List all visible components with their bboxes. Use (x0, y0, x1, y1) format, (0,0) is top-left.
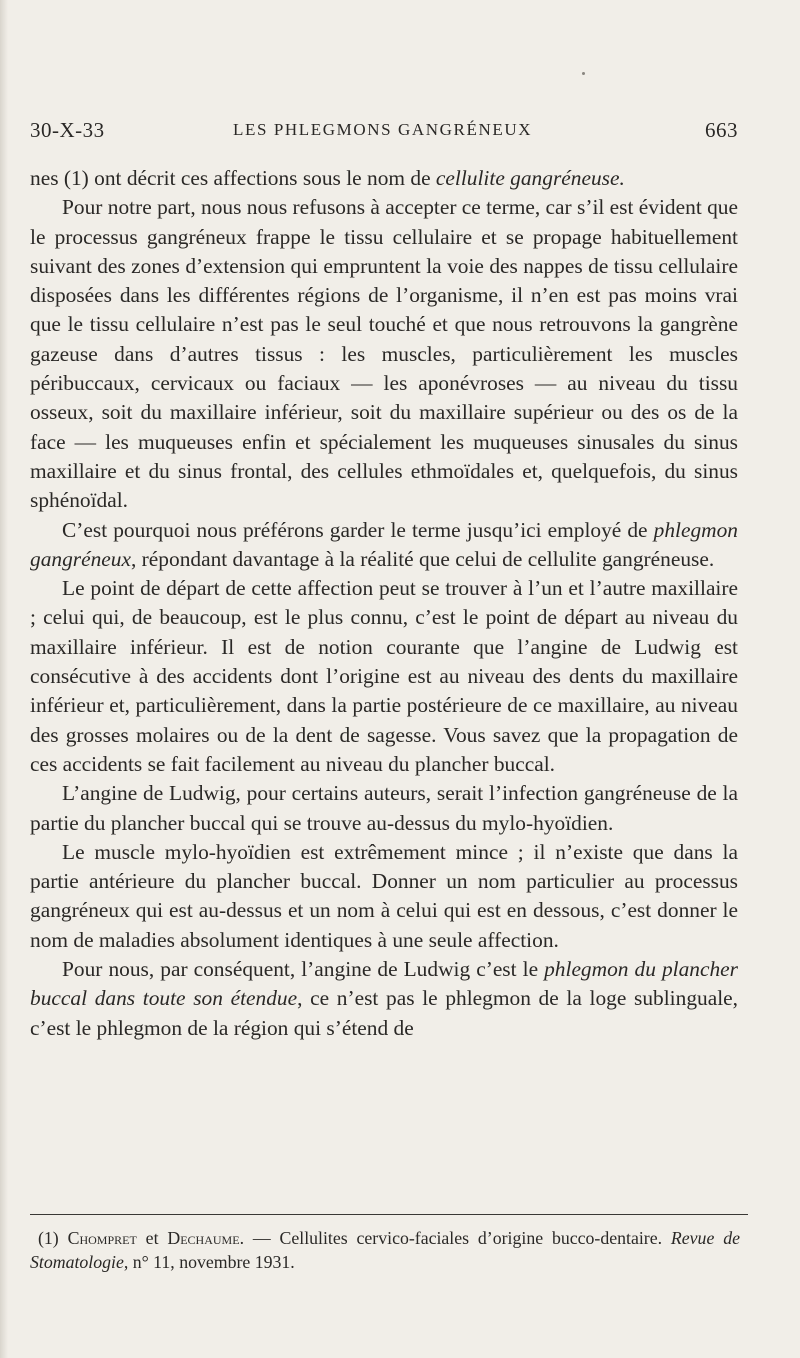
italic-phrase: phlegmon du plancher buccal dans toute son étendue (30, 957, 738, 1011)
paragraph-p2 (30, 193, 738, 515)
text-run: L’angine de Ludwig, pour certains auteurs, serait l’infection gangréneuse de la partie du plancher buccal qui se trouve au-dessus du mylo-hyoïdien. (30, 781, 738, 835)
page-number: 663 (705, 118, 738, 142)
footnote-marker: (1) (38, 1228, 68, 1248)
text-run: Pour notre part, nous nous refusons à accepter ce terme, car s’il est évident que le processus gangréneux frappe le tissu cellulaire et se propage habituellement suivant des zones d’extension qui empruntent la voie des nappes de tissu cellulaire disposées dans les différentes régions de l’organisme, il n’en est pas moins vrai que le tissu cellulaire n’est pas le seul touché et que nous retrouvons la gangrène gazeuse dans d’autres tissus : les muscles, particulièrement les muscles péribuccaux, cervicaux ou faciaux — les aponévroses — au niveau du tissu osseux, soit du maxillaire inférieur, soit du maxillaire supérieur ou des os de la face — les muqueuses enfin et spécialement les muqueuses sinusales du sinus maxillaire et du sinus frontal, des cellules ethmoïdales et, quelquefois, du sinus sphénoïdal. (30, 195, 738, 513)
dust-speck (582, 72, 585, 75)
paragraph-p3 (30, 516, 738, 575)
footnote-conjunction: et (136, 1228, 168, 1248)
header-date: 30-X-33 (30, 118, 105, 142)
italic-phrase: cellulite gangréneuse. (435, 166, 625, 190)
paragraph-p6 (30, 838, 738, 955)
footnote-text-1: . — Cellulites cervico-faciales d’origine bucco-dentaire. (239, 1228, 671, 1248)
italic-phrase: phlegmon gangréneux (30, 517, 738, 571)
footnote-author-1: Chompret (67, 1228, 137, 1248)
paragraph-p1 (30, 164, 738, 193)
scan-shadow-edge (0, 0, 8, 1358)
text-run: Le point de départ de cette affection peut se trouver à l’un et l’autre maxillaire ; celui qui, de beaucoup, est le plus connu, c’est le point de départ au niveau du maxillaire inférieur. Il est de notion courante que l’angine de Ludwig est consécutive à des accidents dont l’origine est au niveau des dents du maxillaire inférieur et, particulièrement, dans la partie postérieure de ce maxillaire, au niveau des grosses molaires ou de la dent de sagesse. Vous savez que la propagation de ces accidents se fait facilement au niveau du plancher buccal. (30, 576, 738, 776)
footnote-separator (30, 1214, 748, 1215)
paragraph-p7 (30, 955, 738, 1043)
paragraph-p5 (30, 779, 738, 838)
footnote (30, 1226, 740, 1274)
text-run: Pour nous, par conséquent, l’angine de Ludwig c’est le (62, 957, 545, 982)
footnote-text-2: , n° 11, novembre 1931. (123, 1252, 295, 1272)
text-run: , répondant davantage à la réalité que celui de cellulite gangréneuse. (130, 546, 715, 571)
text-run: nes (1) ont décrit ces affections sous le nom de (30, 166, 436, 190)
footnote-author-2: Dechaume (167, 1228, 240, 1248)
text-run: Le muscle mylo-hyoïdien est extrêmement mince ; il n’existe que dans la partie antérieure du plancher buccal. Donner un nom particulier au processus gangréneux qui est au-dessus et un nom à celui qui est en dessous, c’est donner le nom de maladies absolument identiques à une seule affection. (30, 839, 738, 952)
text-run: C’est pourquoi nous préférons garder le terme jusqu’ici employé de (62, 517, 654, 542)
running-title: LES PHLEGMONS GANGRÉNEUX (233, 120, 533, 139)
paragraph-p4 (30, 574, 738, 779)
page-header (30, 118, 738, 148)
text-run: , ce n’est pas le phlegmon de la loge sublinguale, c’est le phlegmon de la région qui s’étend de (30, 986, 738, 1040)
footnote-journal: Revue de Stomatologie (30, 1228, 740, 1272)
body-text (30, 164, 738, 1043)
